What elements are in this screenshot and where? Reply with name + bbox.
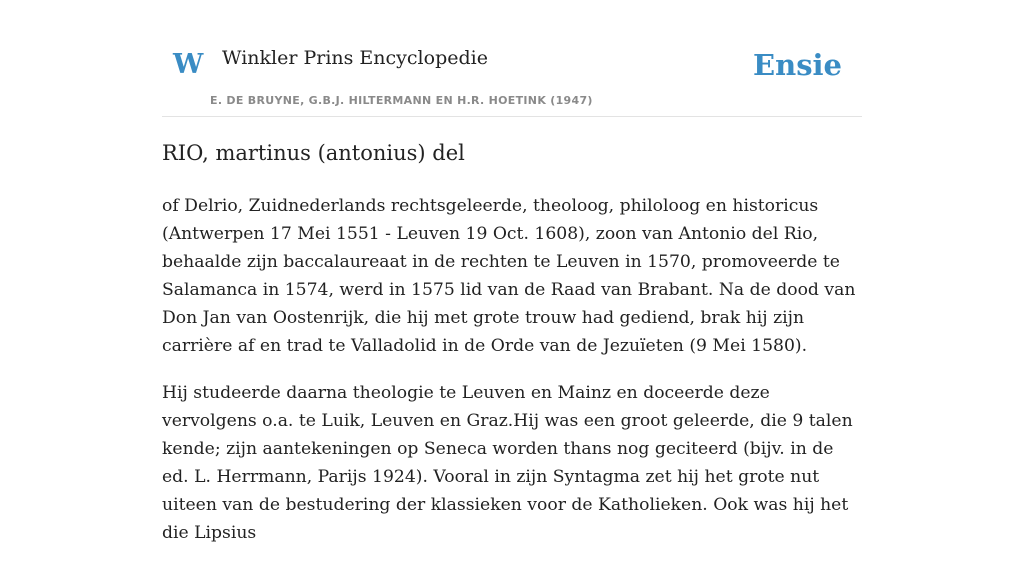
publication-logo[interactable]: W xyxy=(173,49,204,80)
article-paragraph: of Delrio, Zuidnederlands rechtsgeleerde, theoloog, philoloog en historicus (Antwerpen 17 Mei 1551 - Leuven 19 Oct. 1608), zoon van Antonio del Rio, behaalde zijn baccalaureaat in de rechten te Leuven in 1570, promoveerde te Salamanca in 1574, werd in 1575 lid van de Raad van Brabant. Na de dood van Don Jan van Oostenrijk, die hij met grote trouw had gediend, brak hij zijn carrière af en trad te Valladolid in de Orde van de Jezuïeten (9 Mei 1580). xyxy=(162,196,856,356)
publication-title[interactable]: Winkler Prins Encyclopedie xyxy=(222,47,488,69)
article-title: RIO, martinus (antonius) del xyxy=(162,141,465,165)
article-paragraph: Hij studeerde daarna theologie te Leuven en Mainz en doceerde deze vervolgens o.a. te Luik, Leuven en Graz.Hij was een groot geleerde, die 9 talen kende; zijn aantekeningen op Seneca worden thans nog geciteerd (bijv. in de ed. L. Herrmann, Parijs 1924). Vooral in zijn Syntagma zet hij het grote nut uiteen van de bestudering der klassieken voor de Katholieken. Ook was hij het die Lipsius xyxy=(162,383,853,543)
article-body xyxy=(162,192,862,566)
brand-logo-link[interactable]: Ensie xyxy=(753,48,842,82)
site-header xyxy=(162,36,862,117)
publication-authors: E. DE BRUYNE, G.B.J. HILTERMANN EN H.R. HOETINK (1947) xyxy=(210,94,593,107)
